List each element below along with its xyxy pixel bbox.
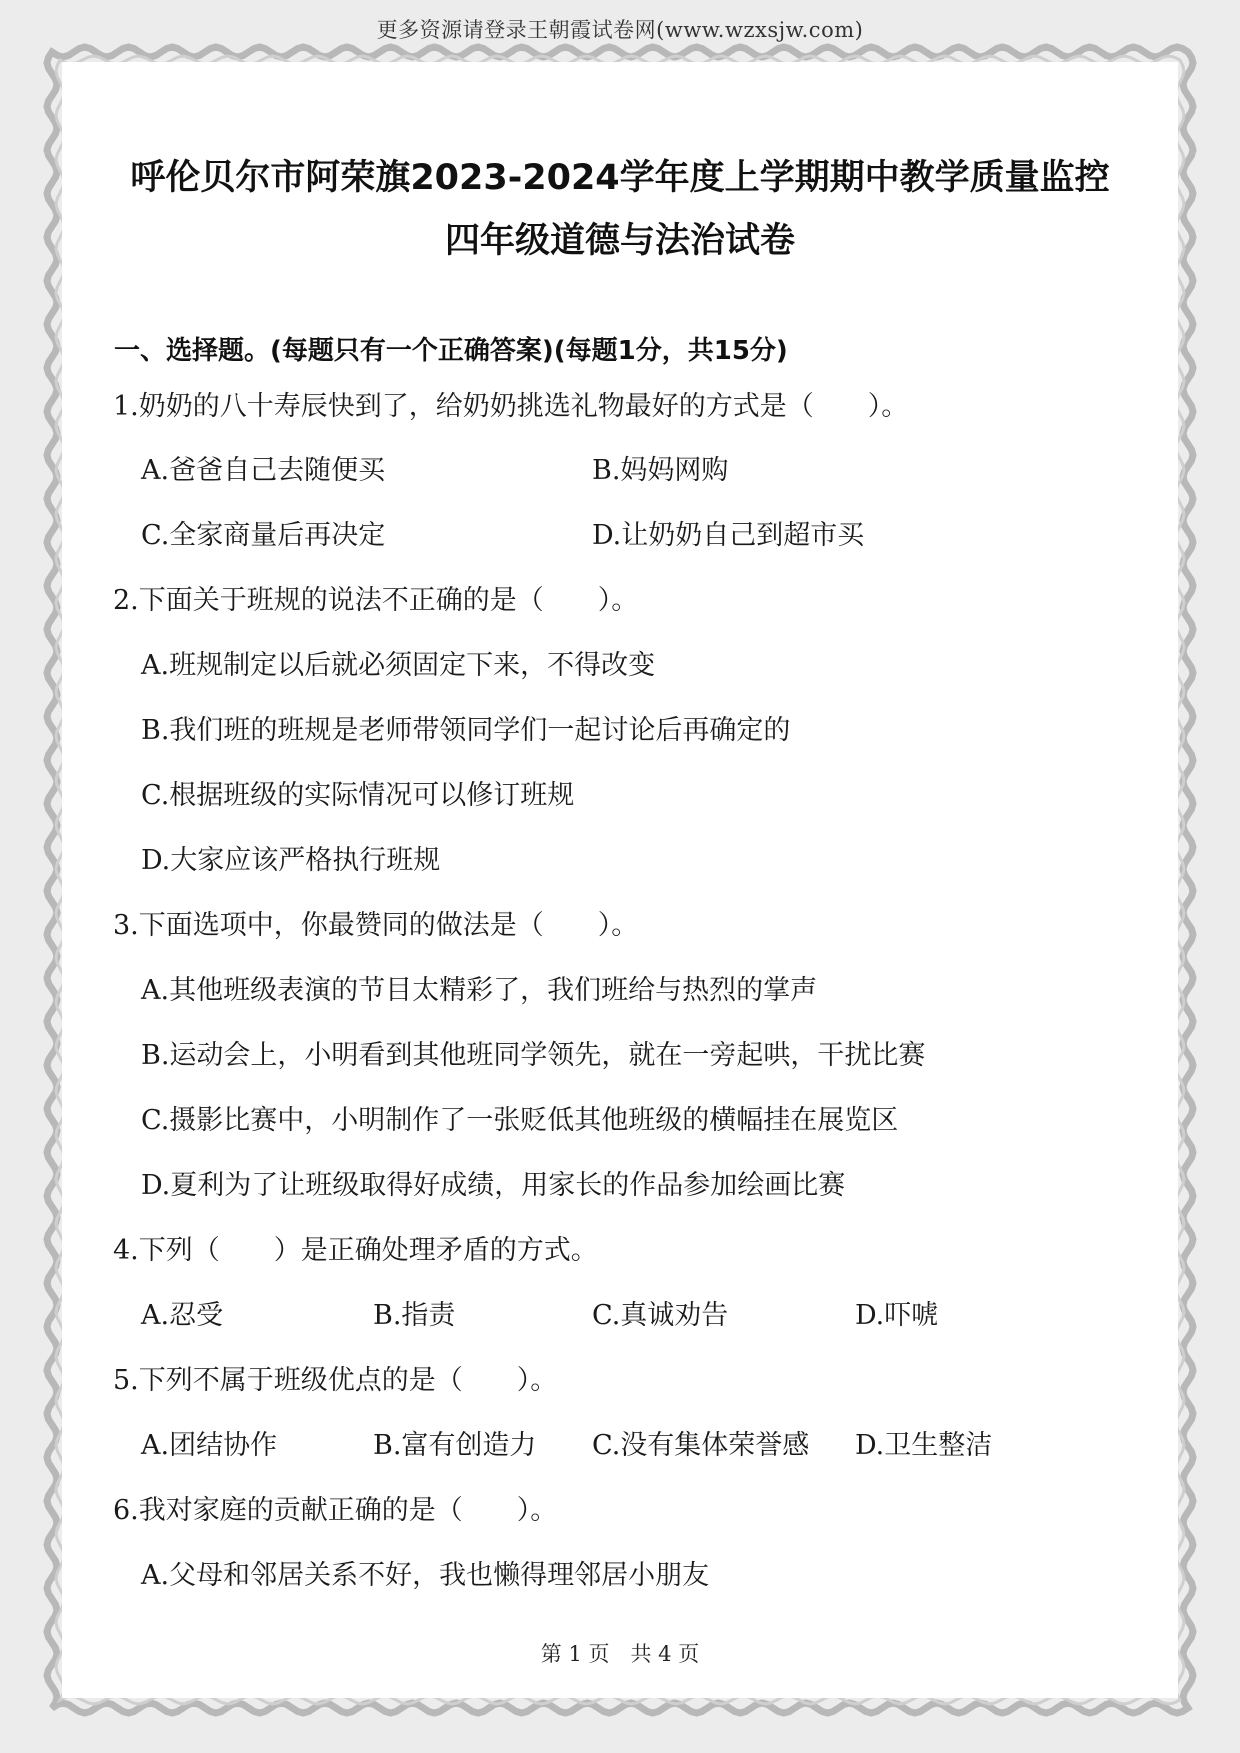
question-2-option-a: A.班规制定以后就必须固定下来，不得改变 [141,650,656,681]
question-4-option-d: D.吓唬 [855,1300,939,1331]
question-3-option-a: A.其他班级表演的节目太精彩了，我们班给与热烈的掌声 [141,975,818,1006]
section-heading: 一、选择题。(每题只有一个正确答案)(每题1分，共15分) [114,336,788,366]
question-5-option-d: D.卫生整洁 [855,1430,993,1461]
question-1-stem: 1.奶奶的八十寿辰快到了，给奶奶挑选礼物最好的方式是（ ）。 [113,391,909,422]
question-1-option-d: D.让奶奶自己到超市买 [592,520,865,551]
question-6-stem: 6.我对家庭的贡献正确的是（ ）。 [113,1495,558,1526]
page-number: 第 1 页 共 4 页 [540,1642,700,1666]
question-2-option-b: B.我们班的班规是老师带领同学们一起讨论后再确定的 [141,715,791,746]
question-3-stem: 3.下面选项中，你最赞同的做法是（ ）。 [113,910,639,941]
question-5-stem: 5.下列不属于班级优点的是（ ）。 [113,1365,558,1396]
question-2-option-d: D.大家应该严格执行班规 [141,845,441,876]
question-5-option-b: B.富有创造力 [373,1430,537,1461]
question-1-option-a: A.爸爸自己去随便买 [141,455,386,486]
exam-title-line1: 呼伦贝尔市阿荣旗2023-2024学年度上学期期中教学质量监控 [130,158,1110,198]
question-2-option-c: C.根据班级的实际情况可以修订班规 [141,780,575,811]
question-4-option-b: B.指责 [373,1300,456,1331]
question-1-option-b: B.妈妈网购 [592,455,729,486]
question-4-stem: 4.下列（ ）是正确处理矛盾的方式。 [113,1235,598,1266]
question-3-option-b: B.运动会上，小明看到其他班同学领先，就在一旁起哄，干扰比赛 [141,1040,926,1071]
question-6-option-a: A.父母和邻居关系不好，我也懒得理邻居小朋友 [141,1560,710,1591]
question-3-option-c: C.摄影比赛中，小明制作了一张贬低其他班级的横幅挂在展览区 [141,1105,899,1136]
question-1-option-c: C.全家商量后再决定 [141,520,386,551]
watermark-text: 更多资源请登录王朝霞试卷网(www.wzxsjw.com) [376,18,864,42]
question-4-option-a: A.忍受 [141,1300,224,1331]
question-3-option-d: D.夏利为了让班级取得好成绩，用家长的作品参加绘画比赛 [141,1170,846,1201]
question-5-option-a: A.团结协作 [141,1430,278,1461]
question-2-stem: 2.下面关于班规的说法不正确的是（ ）。 [113,585,639,616]
exam-title-line2: 四年级道德与法治试卷 [444,221,795,261]
question-4-option-c: C.真诚劝告 [592,1300,729,1331]
question-5-option-c: C.没有集体荣誉感 [592,1430,810,1461]
